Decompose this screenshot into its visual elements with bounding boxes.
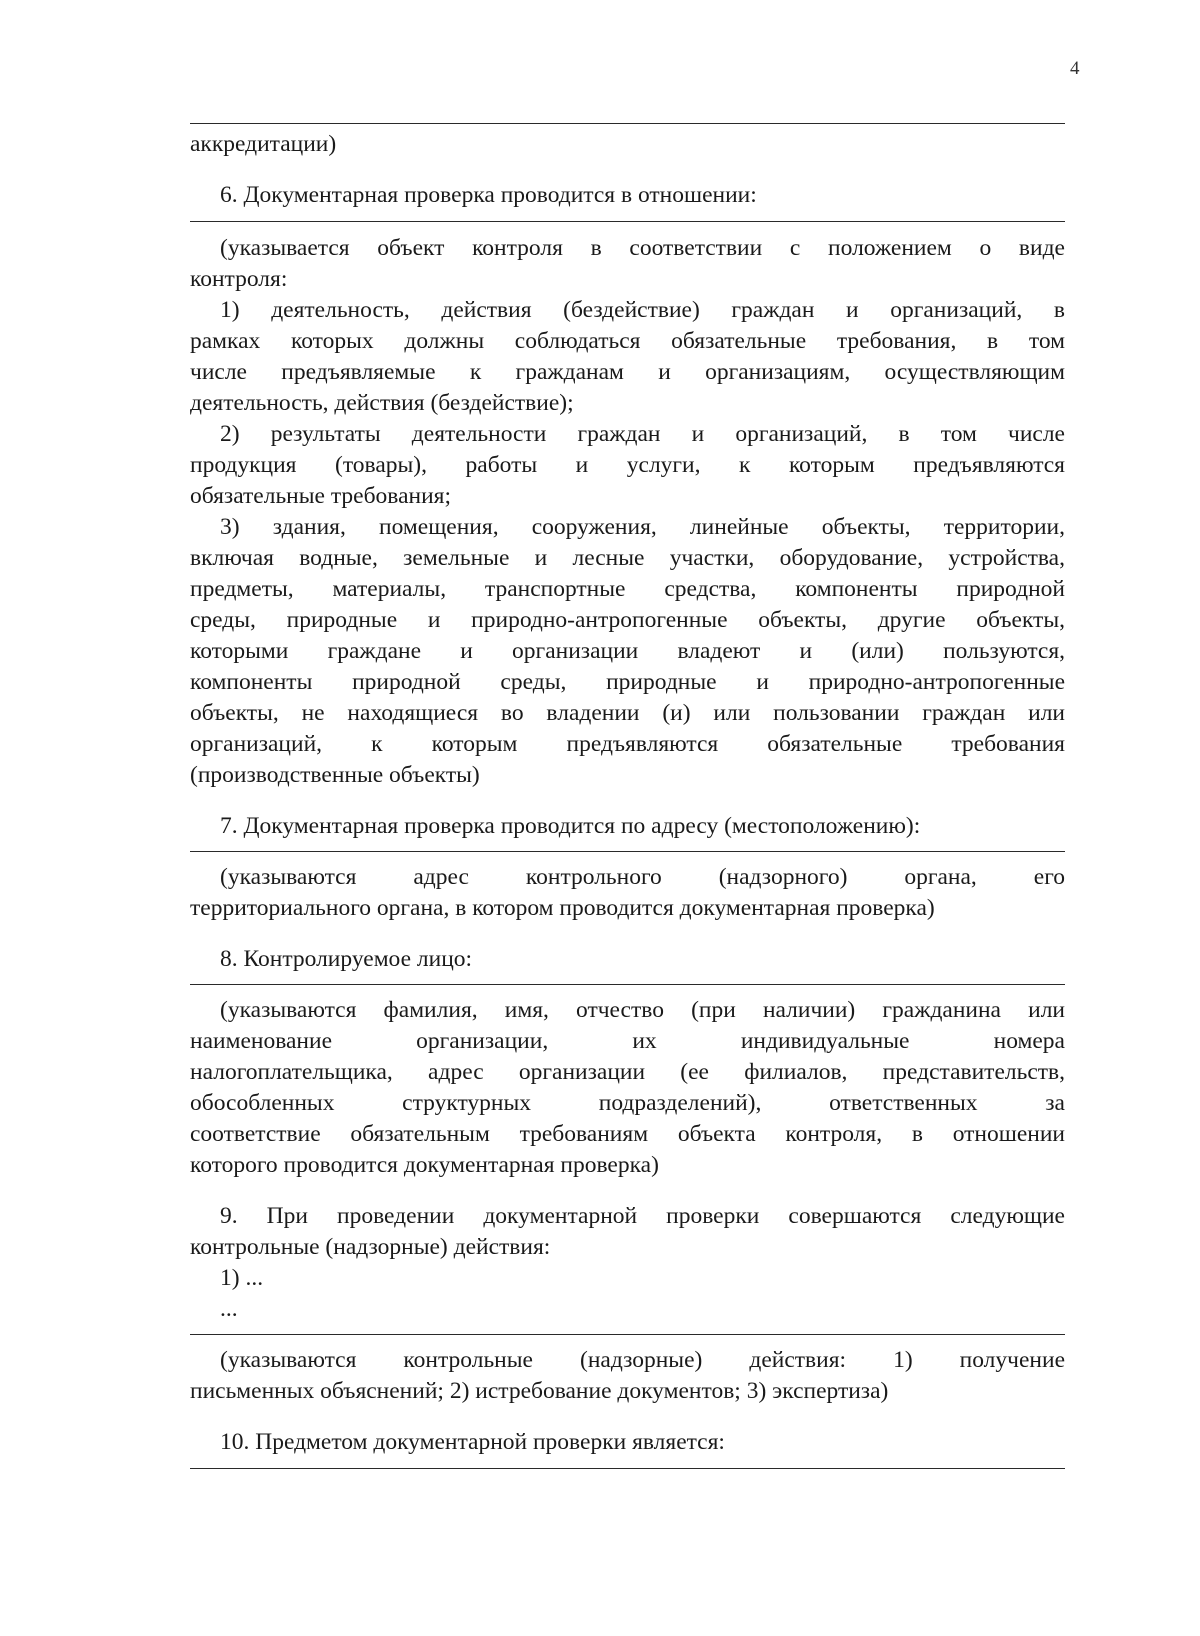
- text-line: наименование организации, их индивидуальные номера: [190, 1028, 1065, 1054]
- section-7-heading: 7. Документарная проверка проводится по адресу (местоположению):: [220, 813, 921, 839]
- text-line: объекты, не находящиеся во владении (и) или пользовании граждан или: [190, 700, 1065, 726]
- text-line: 1) деятельность, действия (бездействие) граждан и организаций, в: [220, 297, 1065, 323]
- section-6-heading: 6. Документарная проверка проводится в отношении:: [220, 182, 757, 208]
- text-line: обособленных структурных подразделений), ответственных за: [190, 1090, 1065, 1116]
- text-line: (указывается объект контроля в соответствии с положением о виде: [220, 235, 1065, 261]
- text-line: территориального органа, в котором проводится документарная проверка): [190, 895, 935, 921]
- text-line: продукция (товары), работы и услуги, к которым предъявляются: [190, 452, 1065, 478]
- text-line: налогоплательщика, адрес организации (ее филиалов, представительств,: [190, 1059, 1065, 1085]
- text-line: которого проводится документарная проверка): [190, 1152, 659, 1178]
- section-9-heading: 9. При проведении документарной проверки совершаются следующие: [220, 1203, 1065, 1229]
- text-line: аккредитации): [190, 131, 337, 157]
- list-item: 1) ...: [220, 1265, 264, 1291]
- fill-line: [190, 1334, 1065, 1335]
- text-line: 2) результаты деятельности граждан и организаций, в том числе: [220, 421, 1065, 447]
- text-line: контроля:: [190, 266, 288, 292]
- text-line: деятельность, действия (бездействие);: [190, 390, 574, 416]
- text-line: числе предъявляемые к гражданам и организациям, осуществляющим: [190, 359, 1065, 385]
- fill-line: [190, 221, 1065, 222]
- text-line: (указываются адрес контрольного (надзорного) органа, его: [220, 864, 1065, 890]
- text-line: письменных объяснений; 2) истребование документов; 3) экспертиза): [190, 1378, 889, 1404]
- fill-line: [190, 123, 1065, 124]
- text-line: 3) здания, помещения, сооружения, линейные объекты, территории,: [220, 514, 1065, 540]
- text-line: которыми граждане и организации владеют и (или) пользуются,: [190, 638, 1065, 664]
- fill-line: [190, 1468, 1065, 1469]
- text-line: организаций, к которым предъявляются обязательные требования: [190, 731, 1065, 757]
- text-line: компоненты природной среды, природные и природно-антропогенные: [190, 669, 1065, 695]
- text-line: включая водные, земельные и лесные участки, оборудование, устройства,: [190, 545, 1065, 571]
- fill-line: [190, 984, 1065, 985]
- section-10-heading: 10. Предметом документарной проверки является:: [220, 1429, 725, 1455]
- text-line: предметы, материалы, транспортные средства, компоненты природной: [190, 576, 1065, 602]
- text-line: рамках которых должны соблюдаться обязательные требования, в том: [190, 328, 1065, 354]
- text-line: (указываются контрольные (надзорные) действия: 1) получение: [220, 1347, 1065, 1373]
- text-line: обязательные требования;: [190, 483, 452, 509]
- text-line: (производственные объекты): [190, 762, 480, 788]
- text-line: соответствие обязательным требованиям объекта контроля, в отношении: [190, 1121, 1065, 1147]
- section-8-heading: 8. Контролируемое лицо:: [220, 946, 473, 972]
- page-number: 4: [1070, 58, 1080, 79]
- text-line: контрольные (надзорные) действия:: [190, 1234, 551, 1260]
- fill-line: [190, 851, 1065, 852]
- text-line: (указываются фамилия, имя, отчество (при наличии) гражданина или: [220, 997, 1065, 1023]
- list-item: ...: [220, 1296, 238, 1322]
- text-line: среды, природные и природно-антропогенные объекты, другие объекты,: [190, 607, 1065, 633]
